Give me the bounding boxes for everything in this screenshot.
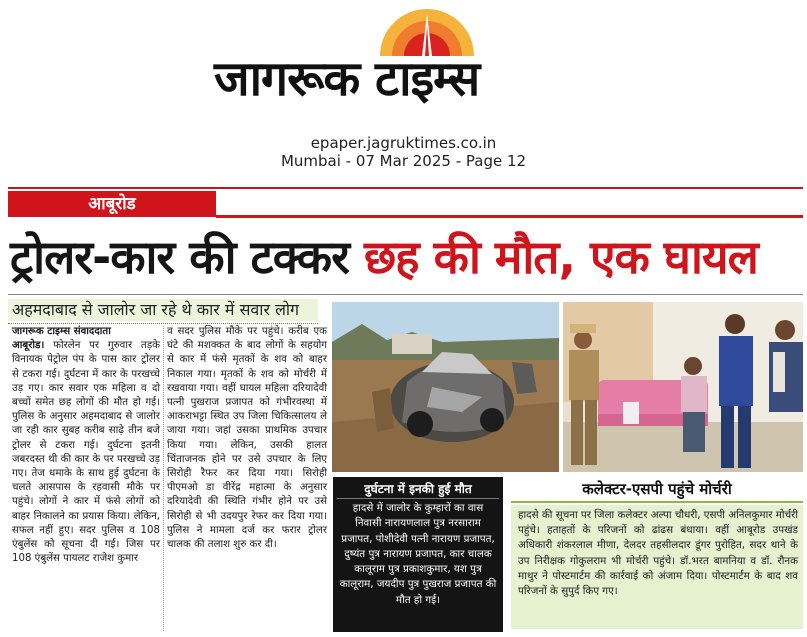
officials-box-text: [518, 508, 798, 599]
headline-part2: छह की मौत, एक घायल: [363, 230, 758, 284]
subhead-dotted-rule: [8, 323, 318, 324]
victims-box-title: दुर्घटना में इनकी हुई मौत: [364, 482, 472, 496]
headline-rule: [8, 294, 803, 295]
top-divider: [8, 187, 803, 189]
officials-photo: [563, 302, 803, 472]
headline: [10, 226, 800, 290]
dateline-place: आबूरोड।: [12, 340, 45, 352]
section-tag: आबूरोड: [8, 191, 216, 217]
byline: जागरूक टाइम्स संवाददाता: [12, 326, 111, 337]
article-column-1: [12, 325, 160, 635]
article-column-2: [167, 325, 327, 635]
column-separator: [163, 326, 164, 631]
victims-box: [333, 477, 503, 632]
section-rule: [216, 215, 803, 218]
officials-box: [511, 505, 803, 629]
edition-line: Mumbai - 07 Mar 2025 - Page 12: [280, 152, 527, 170]
masthead-logo: जागरूक टाइम्स: [214, 51, 480, 107]
victims-box-text: हादसे में जालोर के कुम्हारों का वास निवासी नारायणलाल पुत्र नरसाराम प्रजापत, पोशीदेवी पत्नी नारायण प्रजापत, दुष्यंत पुत्र नारायण प्रजापत, कार चालक कालूराम पुत्र प्रकाशकुमार, यश पुत्र कालूराम, जयदीप पुत्र पुखराज प्रजापत की मौत हो गई।: [339, 502, 497, 606]
epaper-url: epaper.jagruktimes.co.in: [310, 134, 497, 152]
headline-part1: ट्रोलर-कार की टक्कर: [10, 230, 349, 284]
officials-box-paragraph: हादसे की सूचना पर जिला कलेक्टर अल्पा चौधरी, एसपी अनिलकुमार मोर्चरी पहुंचे। हताहतों के परिजनों को ढांढस बंधाया। वहीं आबूरोड उपखंड अधिकारी शंकरलाल मीणा, देलदर तहसीलदार डूंगर पुरोहित, सदर थाने के उप निरीक्षक गोकुलराम भी मोर्चरी पहुंचे। डॉ.भरत बामनिया व डॉ. रौनक माथुर ने पोस्टमार्टम की कार्रवाई को अंजाम दिया। पोस्टमार्टम के बाद शव परिजनों के सुपुर्द किए गए।: [518, 509, 798, 598]
article-text-col2: व सदर पुलिस मौके पर पहुंचे। करीब एक घंटे की मशक्कत के बाद लोगों के सहयोग से कार में फंसे मृतकों के शव को बाहर निकाल गया। मृतकों के शव को मोर्चरी में रखवाया गया। वहीं घायल महिला दरियादेवी पत्नी पुखराज प्रजापत को गंभीरवस्था में आकराभट्टा स्थित उप जिला चिकित्सालय ले जाया गया। जहां उसका प्राथमिक उपचार किया गया। लेकिन, उसकी हालत चिंताजनक होने पर उसे उपचार के लिए सिरोही रैफर कर दिया गया। सिरोही पीएमओ डा वीरेंद्र महात्मा के अनुसार दरियादेवी की स्थिति गंभीर होने पर उसे सिरोही से भी उदयपुर रेफर कर दिया गया। पुलिस ने मामला दर्ज कर फरार ट्रोलर चालक की तलाश शुरु कर दी।: [167, 326, 327, 551]
victims-box-rule: [337, 498, 499, 499]
officials-box-title: कलेक्टर-एसपी पहुंचे मोर्चरी: [582, 480, 732, 498]
article-text-col1: फोरलेन पर गुरुवार तड़के विनायक पेट्रोल पंप के पास कार ट्रोलर से टकरा गई। दुर्घटना में कार के परखच्चे उड़ गए। कार सवार एक महिला व दो बच्चों समेत छह लोगों की मौत हो गई। पुलिस के अनुसार अहमदाबाद से जालोर जा रही कार सुबह करीब साढ़े तीन बजे ट्रोलर से टकरा गई। दुर्घटना इतनी जबरदस्त थी की कार के पर परखच्चे उड़ गए। तेज धमाके के साथ हुई दुर्घटना के चलते आसपास के रहवासी मौके पर पहुंचे। लोगों ने कार में फंसे लोगों को बाहर निकालने का प्रयास किया। लेकिन, सफल नहीं हुए। सदर पुलिस व 108 एंबुलेंस को सूचना दी गई। जिस पर 108 एंबुलेंस पायलट राजेश कुमार: [12, 340, 160, 565]
accident-photo: [332, 302, 559, 472]
subheadline: अहमदाबाद से जालोर जा रहे थे कार में सवार लोग: [8, 299, 318, 321]
officials-box-rule: [511, 501, 803, 503]
